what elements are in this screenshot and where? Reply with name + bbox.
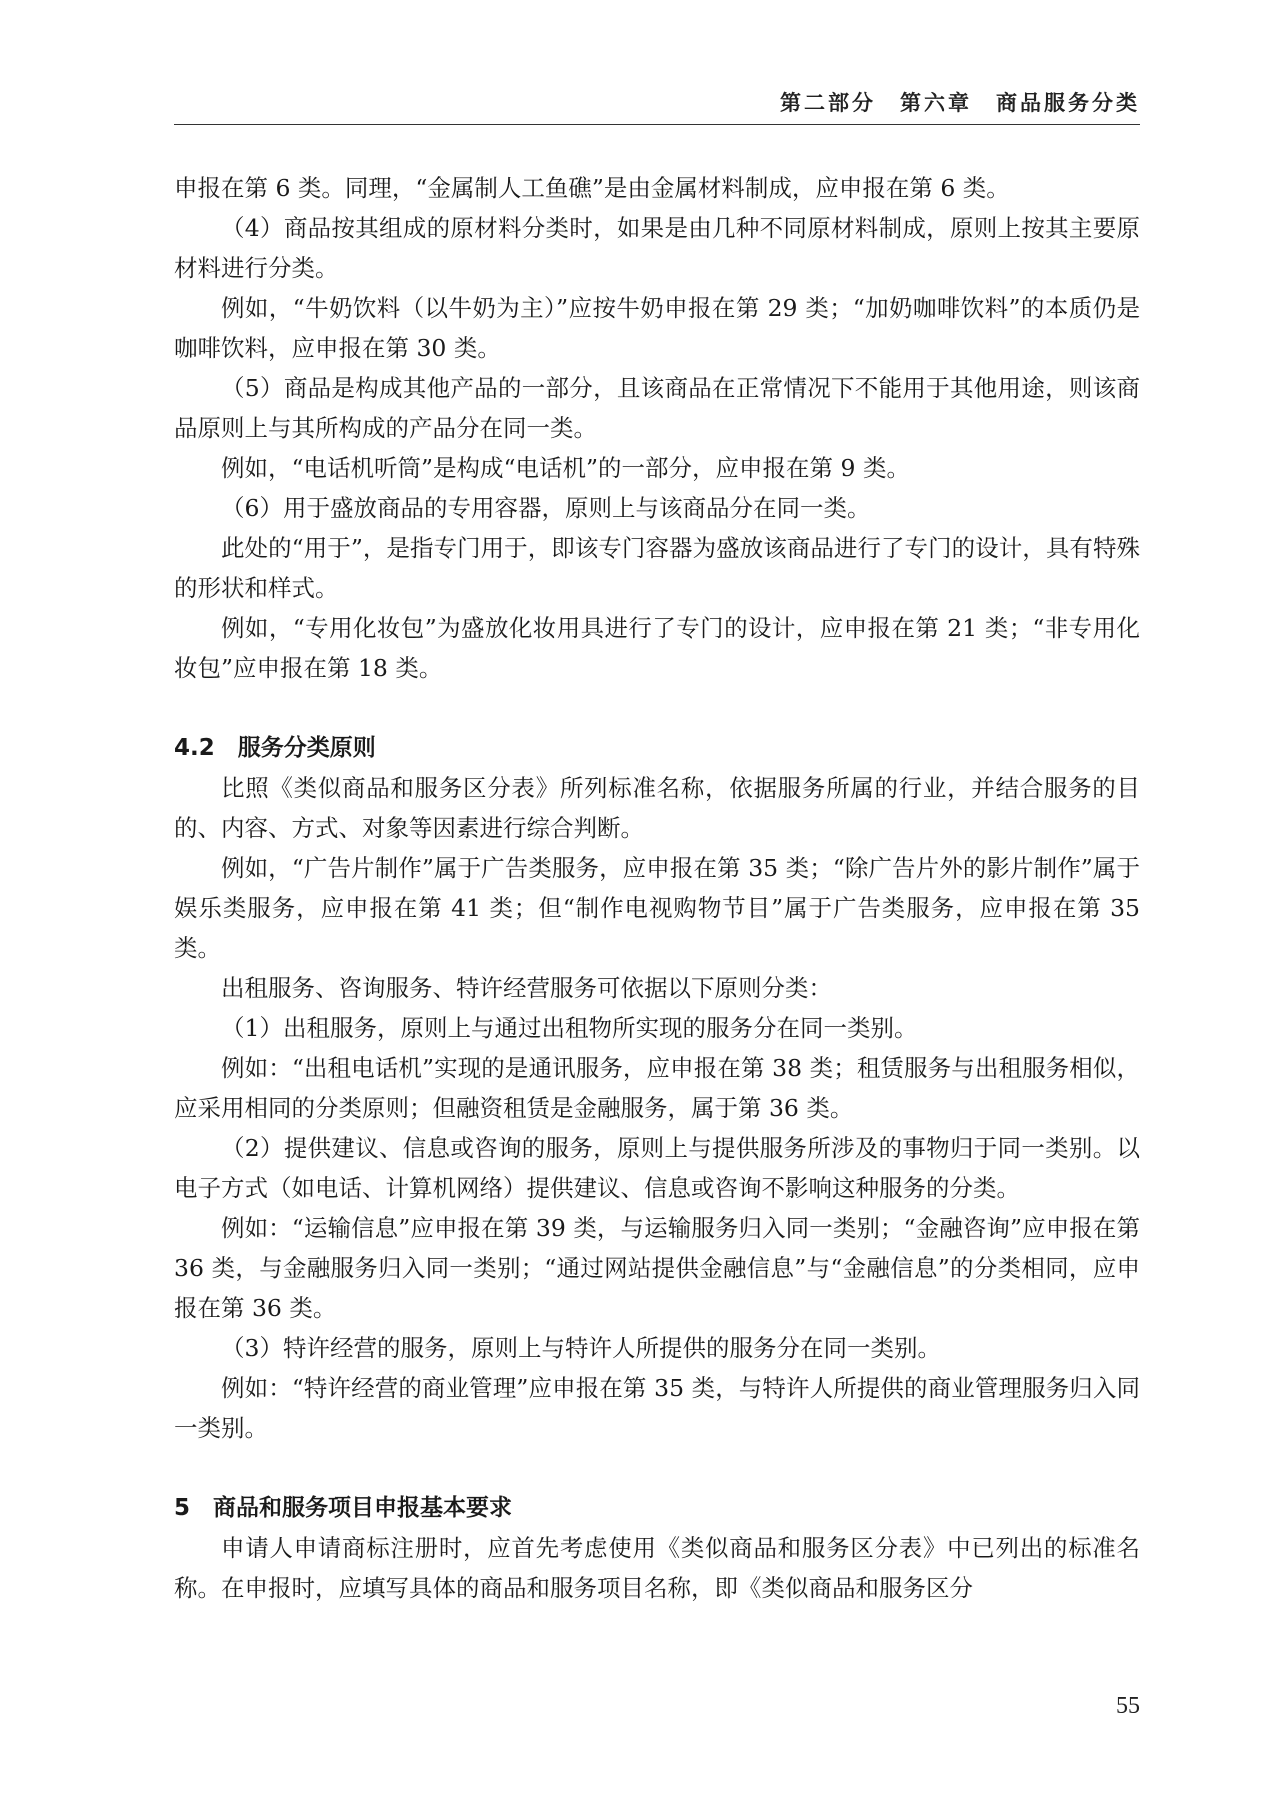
paragraph: 例如，“牛奶饮料（以牛奶为主）”应按牛奶申报在第 29 类；“加奶咖啡饮料”的本质仍是咖啡饮料，应申报在第 30 类。: [174, 294, 1140, 362]
paragraph: 例如：“特许经营的商业管理”应申报在第 35 类，与特许人所提供的商业管理服务归入同一类别。: [174, 1374, 1140, 1442]
paragraph: 例如，“广告片制作”属于广告类服务，应申报在第 35 类；“除广告片外的影片制作”属于娱乐类服务，应申报在第 41 类；但“制作电视购物节目”属于广告类服务，应申报在第 35 类。: [174, 854, 1140, 962]
paragraph: （6）用于盛放商品的专用容器，原则上与该商品分在同一类。: [221, 494, 871, 522]
header-title: 第二部分 第六章 商品服务分类: [780, 91, 1140, 115]
paragraph: 例如，“专用化妆包”为盛放化妆用具进行了专门的设计，应申报在第 21 类；“非专用化妆包”应申报在第 18 类。: [174, 614, 1140, 682]
page-number: 55: [1116, 1693, 1140, 1719]
paragraph: （1）出租服务，原则上与通过出租物所实现的服务分在同一类别。: [221, 1014, 918, 1042]
running-header: [174, 76, 1140, 125]
paragraph: 申报在第 6 类。同理，“金属制人工鱼礁”是由金属材料制成，应申报在第 6 类。: [174, 174, 1010, 202]
paragraph: （4）商品按其组成的原材料分类时，如果是由几种不同原材料制成，原则上按其主要原材料进行分类。: [174, 214, 1140, 282]
paragraph: 例如：“运输信息”应申报在第 39 类，与运输服务归入同一类别；“金融咨询”应申报在第 36 类，与金融服务归入同一类别；“通过网站提供金融信息”与“金融信息”的分类相同，应申报在第 36 类。: [174, 1214, 1140, 1322]
paragraph: （5）商品是构成其他产品的一部分，且该商品在正常情况下不能用于其他用途，则该商品原则上与其所构成的产品分在同一类。: [174, 374, 1140, 442]
section-spacer: [174, 688, 1140, 728]
paragraph: 比照《类似商品和服务区分表》所列标准名称，依据服务所属的行业，并结合服务的目的、内容、方式、对象等因素进行综合判断。: [174, 774, 1140, 842]
page-body: [174, 168, 1140, 1608]
paragraph: （2）提供建议、信息或咨询的服务，原则上与提供服务所涉及的事物归于同一类别。以电子方式（如电话、计算机网络）提供建议、信息或咨询不影响这种服务的分类。: [174, 1134, 1140, 1202]
paragraph: 出租服务、咨询服务、特许经营服务可依据以下原则分类：: [221, 974, 832, 1002]
paragraph: 例如，“电话机听筒”是构成“电话机”的一部分，应申报在第 9 类。: [221, 454, 910, 482]
section-heading: 5 商品和服务项目申报基本要求: [174, 1495, 513, 1521]
paragraph: 例如：“出租电话机”实现的是通讯服务，应申报在第 38 类；租赁服务与出租服务相似，应采用相同的分类原则；但融资租赁是金融服务，属于第 36 类。: [174, 1054, 1140, 1122]
paragraph: 申请人申请商标注册时，应首先考虑使用《类似商品和服务区分表》中已列出的标准名称。在申报时，应填写具体的商品和服务项目名称，即《类似商品和服务区分: [174, 1534, 1140, 1602]
paragraph: 此处的“用于”，是指专门用于，即该专门容器为盛放该商品进行了专门的设计，具有特殊的形状和样式。: [174, 534, 1140, 602]
section-heading: 4.2 服务分类原则: [174, 735, 376, 761]
paragraph: （3）特许经营的服务，原则上与特许人所提供的服务分在同一类别。: [221, 1334, 941, 1362]
section-spacer: [174, 1448, 1140, 1488]
